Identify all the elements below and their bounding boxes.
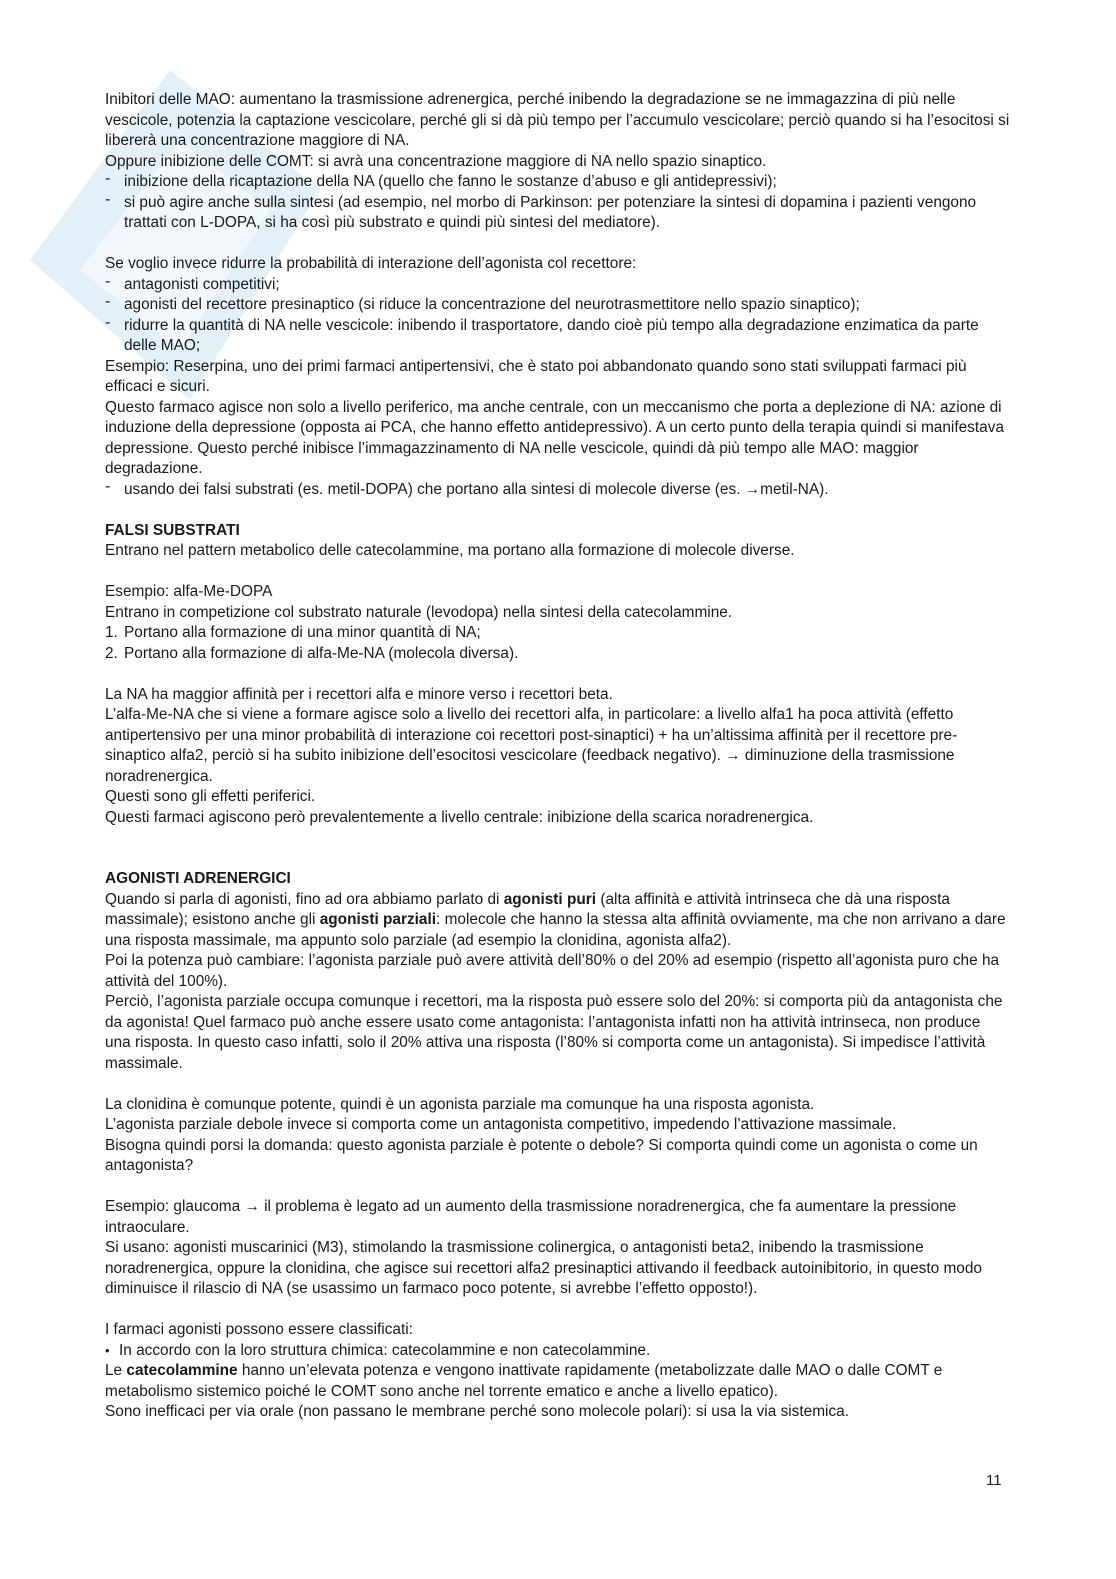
list-item: - ridurre la quantità di NA nelle vescicole: inibendo il trasportatore, dando cioè più tempo alla degradazione enzimatica da parte delle MAO; bbox=[105, 316, 1010, 357]
paragraph-orale: Sono inefficaci per via orale (non passano le membrane perché sono molecole polari): si usa la via sistemica. bbox=[105, 1403, 849, 1420]
paragraph-potenza: Poi la potenza può cambiare: l’agonista parziale può avere attività dell’80% o del 20% ad esempio (rispetto all’agonista puro che ha attività del 100%). bbox=[105, 952, 1000, 990]
list-item: - antagonisti competitivi; bbox=[105, 275, 1010, 296]
paragraph-classificati: I farmaci agonisti possono essere classificati: bbox=[105, 1321, 413, 1338]
paragraph-comt: Oppure inibizione delle COMT: si avrà una concentrazione maggiore di NA nello spazio sinaptico. bbox=[105, 152, 767, 170]
heading-falsi-substrati: FALSI SUBSTRATI bbox=[105, 521, 240, 539]
paragraph-mao: Inibitori delle MAO: aumentano la trasmissione adrenergica, perché inibendo la degradazione se ne immagazzina di più nelle vescicole, potenzia la captazione vescicolare, perché gli si dà più tempo per l’accumulo vescicolare; perciò quando si ha l’esocitosi si libererà una concentrazione maggiore di NA. bbox=[105, 91, 1010, 149]
paragraph-ridurre: Se voglio invece ridurre la probabilità di interazione dell’agonista col recettore: bbox=[105, 255, 637, 272]
paragraph-reserpina: Esempio: Reserpina, uno dei primi farmaci antipertensivi, che è stato poi abbandonato quando sono stati sviluppati farmaci più efficaci e sicuri. bbox=[105, 357, 967, 395]
paragraph-centrale: Questi farmaci agiscono però prevalentemente a livello centrale: inibizione della scarica noradrenergica. bbox=[105, 808, 814, 826]
heading-agonisti-adrenergici: AGONISTI ADRENERGICI bbox=[105, 870, 291, 887]
paragraph-percio: Perciò, l’agonista parziale occupa comunque i recettori, ma la risposta può essere solo del 20%: si comporta più da antagonista che da agonista! Quel farmaco può anche essere usato come antagonista: l’antagonista infatti non ha attività intrinseca, non produce una risposta. In questo caso infatti, solo il 20% attiva una risposta (l’80% si comporta come un antagonista). Si impedisce l’attività massimale. bbox=[105, 993, 1003, 1072]
paragraph-clonidina: La clonidina è comunque potente, quindi è un agonista parziale ma comunque ha una risposta agonista. bbox=[105, 1095, 815, 1113]
paragraph-catecolammine: Le catecolammine hanno un’elevata potenza e vengono inattivate rapidamente (metabolizzate dalle MAO o dalle COMT e metabolismo sistemico poiché le COMT sono anche nel torrente ematico e anche a livello epatico). bbox=[105, 1362, 943, 1400]
paragraph-competizione: Entrano in competizione col substrato naturale (levodopa) nella sintesi della catecolammine. bbox=[105, 603, 733, 621]
paragraph-falsi: Entrano nel pattern metabolico delle catecolammine, ma portano alla formazione di molecole diverse. bbox=[105, 542, 795, 559]
paragraph-periferici: Questi sono gli effetti periferici. bbox=[105, 788, 316, 805]
paragraph-si-usano: Si usano: agonisti muscarinici (M3), stimolando la trasmissione colinergica, o antagonisti beta2, inibendo la trasmissione noradrenergica, oppure la clonidina, che agisce sui recettori alfa2 presinaptici attivando il feedback autoinibitorio, in questo modo diminuisce il rilascio di NA (se usassimo un farmaco poco potente, si avrebbe l’effetto opposto!). bbox=[105, 1239, 982, 1297]
paragraph-reserpina-detail: Questo farmaco agisce non solo a livello periferico, ma anche centrale, con un meccanismo che porta a deplezione di NA: azione di induzione della depressione (opposta ai PCA, che hanno effetto antidepressivo). A un certo punto della terapia quindi si manifestava depressione. Questo perché inibisce l’immagazzinamento di NA nelle vescicole, quindi dà più tempo alle MAO: maggior degradazione. bbox=[105, 398, 1004, 477]
page-number: 11 bbox=[986, 1472, 1002, 1489]
document-body bbox=[105, 90, 1010, 1423]
paragraph-debole: L’agonista parziale debole invece si comporta come un antagonista competitivo, impedendo l’attivazione massimale. bbox=[105, 1116, 897, 1133]
list-item: - agonisti del recettore presinaptico (si riduce la concentrazione del neurotrasmettitore nello spazio sinaptico); bbox=[105, 295, 1010, 316]
list-item: - usando dei falsi substrati (es. metil-DOPA) che portano alla sintesi di molecole diverse (es. →metil-NA). bbox=[105, 480, 1010, 501]
list-item: - inibizione della ricaptazione della NA (quello che fanno le sostanze d’abuso e gli antidepressivi); bbox=[105, 172, 1010, 193]
paragraph-glaucoma: Esempio: glaucoma → il problema è legato ad un aumento della trasmissione noradrenergica, che fa aumentare la pressione intraoculare. bbox=[105, 1198, 957, 1236]
paragraph-alfa-me-na: L’alfa-Me-NA che si viene a formare agisce solo a livello dei recettori alfa, in particolare: a livello alfa1 ha poca attività (effetto antipertensivo per una minor probabilità di interazione coi recettori post-sinaptici) + ha un’altissima affinità per il recettore pre-sinaptico alfa2, perciò si ha subito inibizione dell’esocitosi vescicolare (feedback negativo). → diminuzione della trasmissione noradrenergica. bbox=[105, 706, 958, 785]
list-item: - si può agire anche sulla sintesi (ad esempio, nel morbo di Parkinson: per potenziare la sintesi di dopamina i pazienti vengono trattati con L-DOPA, si ha così più substrato e quindi più sintesi del mediatore). bbox=[105, 193, 1010, 234]
paragraph-na-affinita: La NA ha maggior affinità per i recettori alfa e minore verso i recettori beta. bbox=[105, 685, 613, 703]
bullet-item: • In accordo con la loro struttura chimica: catecolammine e non catecolammine. bbox=[105, 1341, 1010, 1362]
paragraph-domanda: Bisogna quindi porsi la domanda: questo agonista parziale è potente o debole? Si comporta quindi come un agonista o come un antagonista? bbox=[105, 1136, 978, 1174]
numbered-item: 2. Portano alla formazione di alfa-Me-NA (molecola diversa). bbox=[105, 644, 519, 662]
paragraph-agonisti: Quando si parla di agonisti, fino ad ora abbiamo parlato di agonisti puri (alta affinità e attività intrinseca che dà una risposta massimale); esistono anche gli agonisti parziali: molecole che hanno la stessa alta affinità ovviamente, ma che non arrivano a dare una risposta massimale, ma appunto solo parziale (ad esempio la clonidina, agonista alfa2). bbox=[105, 890, 1006, 949]
paragraph-esempio-alfa: Esempio: alfa-Me-DOPA bbox=[105, 583, 273, 600]
numbered-item: 1. Portano alla formazione di una minor quantità di NA; bbox=[105, 624, 481, 641]
